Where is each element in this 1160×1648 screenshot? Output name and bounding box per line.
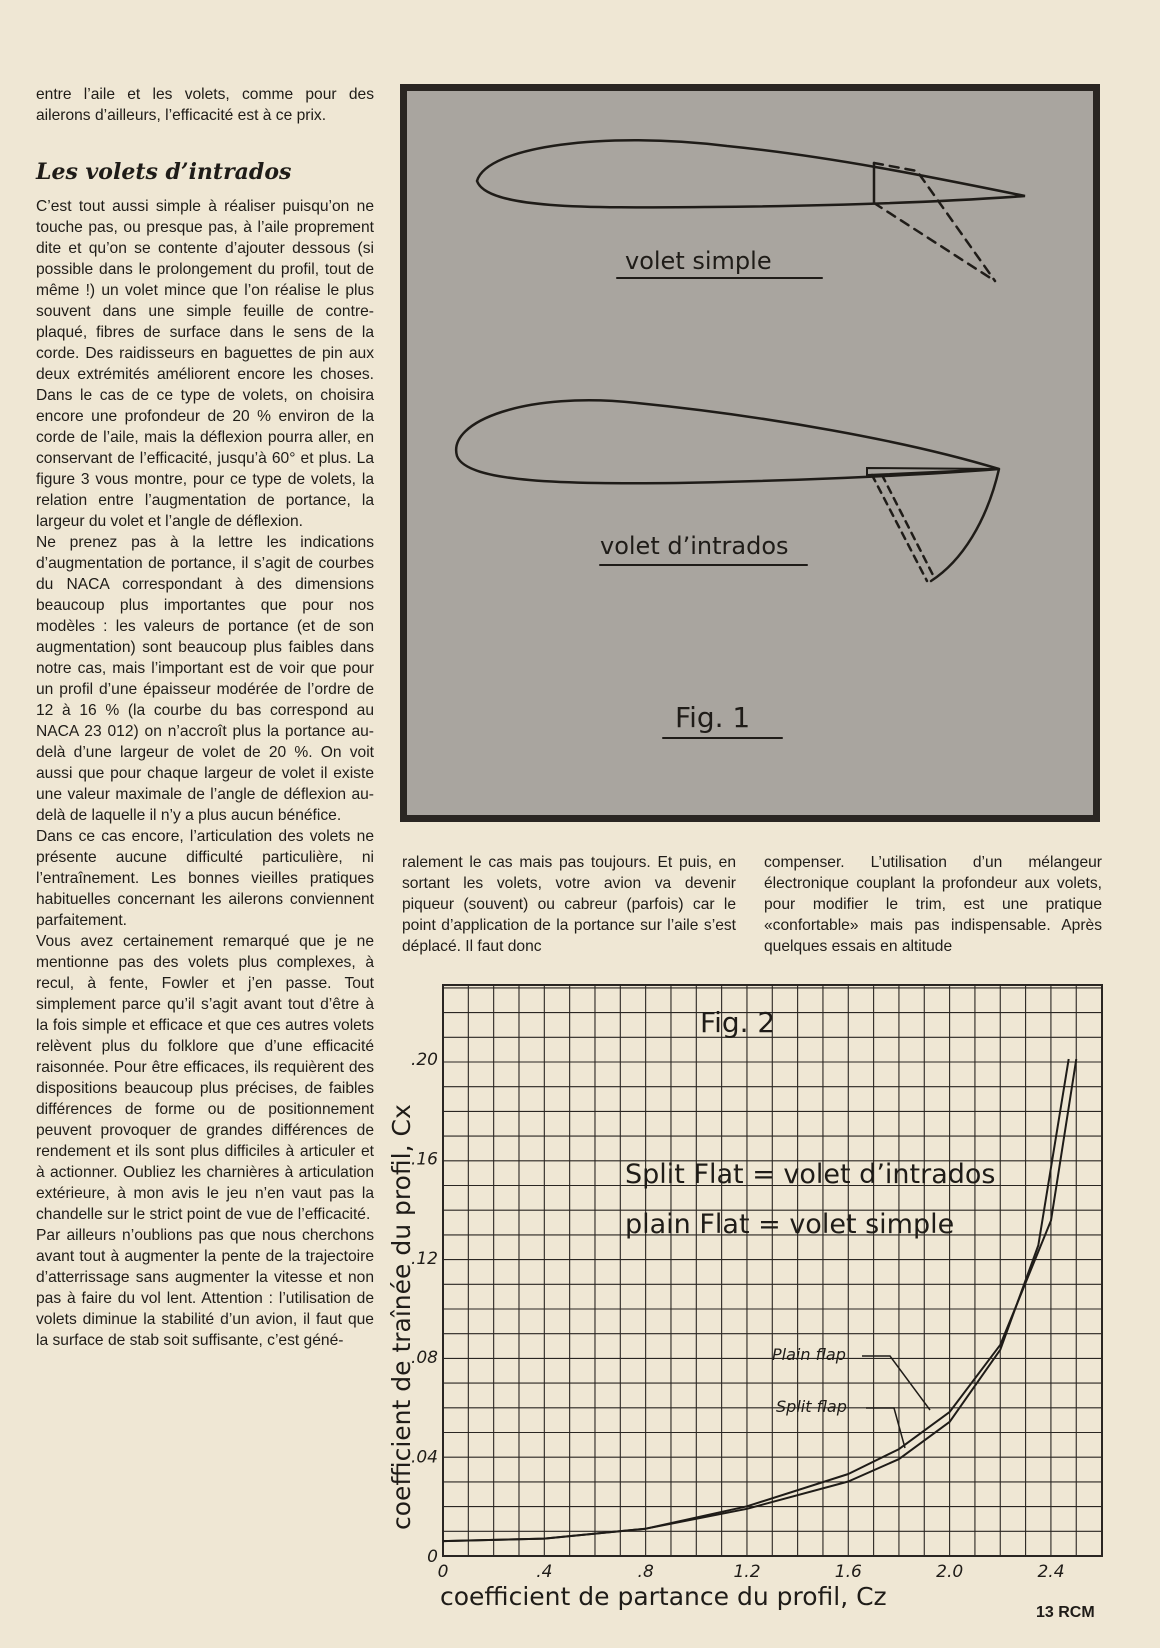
- series-line-plain-flap: [443, 1059, 1076, 1541]
- x-tick-label: .4: [536, 1562, 553, 1582]
- x-axis-label: coefficient de partance du profil, Cz: [440, 1582, 887, 1611]
- split-flap-label: volet d’intrados: [600, 532, 789, 560]
- series-label: Plain flap: [772, 1345, 846, 1364]
- chart-legend: [625, 1159, 995, 1240]
- plain-flap-label: volet simple: [625, 247, 772, 275]
- legend-line-2: plain Flat = volet simple: [625, 1209, 955, 1240]
- y-axis-label: coefficient de traînée du profil, Cx: [387, 1104, 416, 1530]
- y-tick-label: 0: [427, 1547, 438, 1567]
- page-number: 13 RCM: [1036, 1604, 1095, 1621]
- section-heading: Les volets d’intrados: [36, 159, 292, 185]
- paragraph: Dans ce cas encore, l’articulation des volets ne présente aucune difficulté particulière, ni l’entraînement. Les bonnes vieilles pratiques habituelles concernant les ailerons conviennent parfaitement.: [36, 828, 374, 929]
- paragraph: Par ailleurs n’oublions pas que nous cherchons avant tout à augmenter la pente de la trajectoire d’atterrissage sans augmenter la vitesse et non pas à faire du vol lent. Attention : l’utilisation de volets diminue la stabilité d’un avion, il faut que la surface de stab soit suffisante, c’est géné-: [36, 1227, 374, 1349]
- y-tick-label: .20: [410, 1050, 438, 1070]
- figure-1-caption: Fig. 1: [675, 701, 751, 734]
- x-tick-label: 1.2: [733, 1562, 761, 1582]
- paragraph: Ne prenez pas à la lettre les indications d’augmentation de portance, il s’agit de courbes du NACA correspondant à des dimensions beaucoup plus importantes que pour nos modèles : les valeurs de portance (et de son augmentation) sont beaucoup plus faibles dans notre cas, mais l’important est de voir que pour un profil d’une épaisseur modérée de l’ordre de 12 à 16 % (la courbe du bas correspond au NACA 23 012) on n’accroît plus la portance au-delà d’une largeur de volet de 20 %. On voit aussi que pour chaque largeur de volet il existe une valeur maximale de l’angle de déflexion au-delà de laquelle il n’y a plus aucun bénéfice.: [36, 534, 374, 824]
- chart-title: Fig. 2: [700, 1006, 776, 1039]
- x-tick-label: 1.6: [834, 1562, 862, 1582]
- chart-ticks: [411, 1050, 1065, 1582]
- paragraph: Vous avez certainement remarqué que je ne mentionne pas des volets plus complexes, à recul, à fente, Fowler et j’en passe. Tout simplement parce qu’il s’agit avant tout d’être à la fois simple et efficace et que ces autres volets relèvent plus du folklore que d’une efficacité raisonnée. Pour être efficaces, ils requièrent des dispositions beaucoup plus précises, de faibles différences de forme ou de positionnement peuvent provoquer de grandes différences de rendement et ils sont plus difficiles à articuler et à actionner. Oubliez les charnières à articulation extérieure, à mon avis le jeu n’en vaut pas la chandelle sur le strict point de vue de l’efficacité.: [36, 933, 374, 1223]
- series-label: Split flap: [776, 1397, 847, 1416]
- chart-series: [443, 1059, 1076, 1541]
- y-tick-label: .16: [410, 1149, 438, 1170]
- x-tick-label: 0: [437, 1562, 449, 1582]
- paragraph: compenser. L’utilisation d’un mélangeur électronique couplant la profondeur aux volets, pour modifier le trim, est une pratique «confortable» mais pas indispensable. Après quelques essais en altitude: [764, 854, 1102, 955]
- x-tick-label: .8: [637, 1562, 654, 1582]
- y-tick-label: .04: [410, 1447, 438, 1468]
- y-tick-label: .08: [410, 1348, 438, 1369]
- paragraph: C’est tout aussi simple à réaliser puisqu’on ne touche pas, ou presque pas, à l’aile proprement dite et qu’on se contente d’ajouter dessous (si possible dans le prolongement du profil, tout de même !) un volet mince que l’on réalise le plus souvent dans une simple feuille de contre-plaqué, fibres de surface dans le sens de la corde. Des raidisseurs en baguettes de pin aux deux extrémités améliorent encore les choses. Dans le cas de ce type de volets, on choisira encore une profondeur de 20 % environ de la corde de l’aile, mais la déflexion pourra aller, en conservant de l’efficacité, jusqu’à 60° et plus. La figure 3 vous montre, pour ce type de volets, la relation entre l’augmentation de portance, la largeur du volet et l’angle de déflexion.: [36, 198, 374, 530]
- legend-line-1: Split Flat = volet d’intrados: [625, 1159, 996, 1190]
- chart-grid: [443, 985, 1102, 1556]
- paragraph: entre l’aile et les volets, comme pour des ailerons d’ailleurs, l’efficacité est à ce prix.: [36, 86, 374, 124]
- paragraph: ralement le cas mais pas toujours. Et puis, en sortant les volets, votre avion va devenir piqueur (souvent) ou cabreur (parfois) car le point d’application de la portance sur l’aile s’est déplacé. Il faut donc: [402, 854, 736, 955]
- x-tick-label: 2.4: [1037, 1562, 1065, 1582]
- y-tick-label: .12: [410, 1248, 438, 1269]
- x-tick-label: 2.0: [936, 1562, 964, 1582]
